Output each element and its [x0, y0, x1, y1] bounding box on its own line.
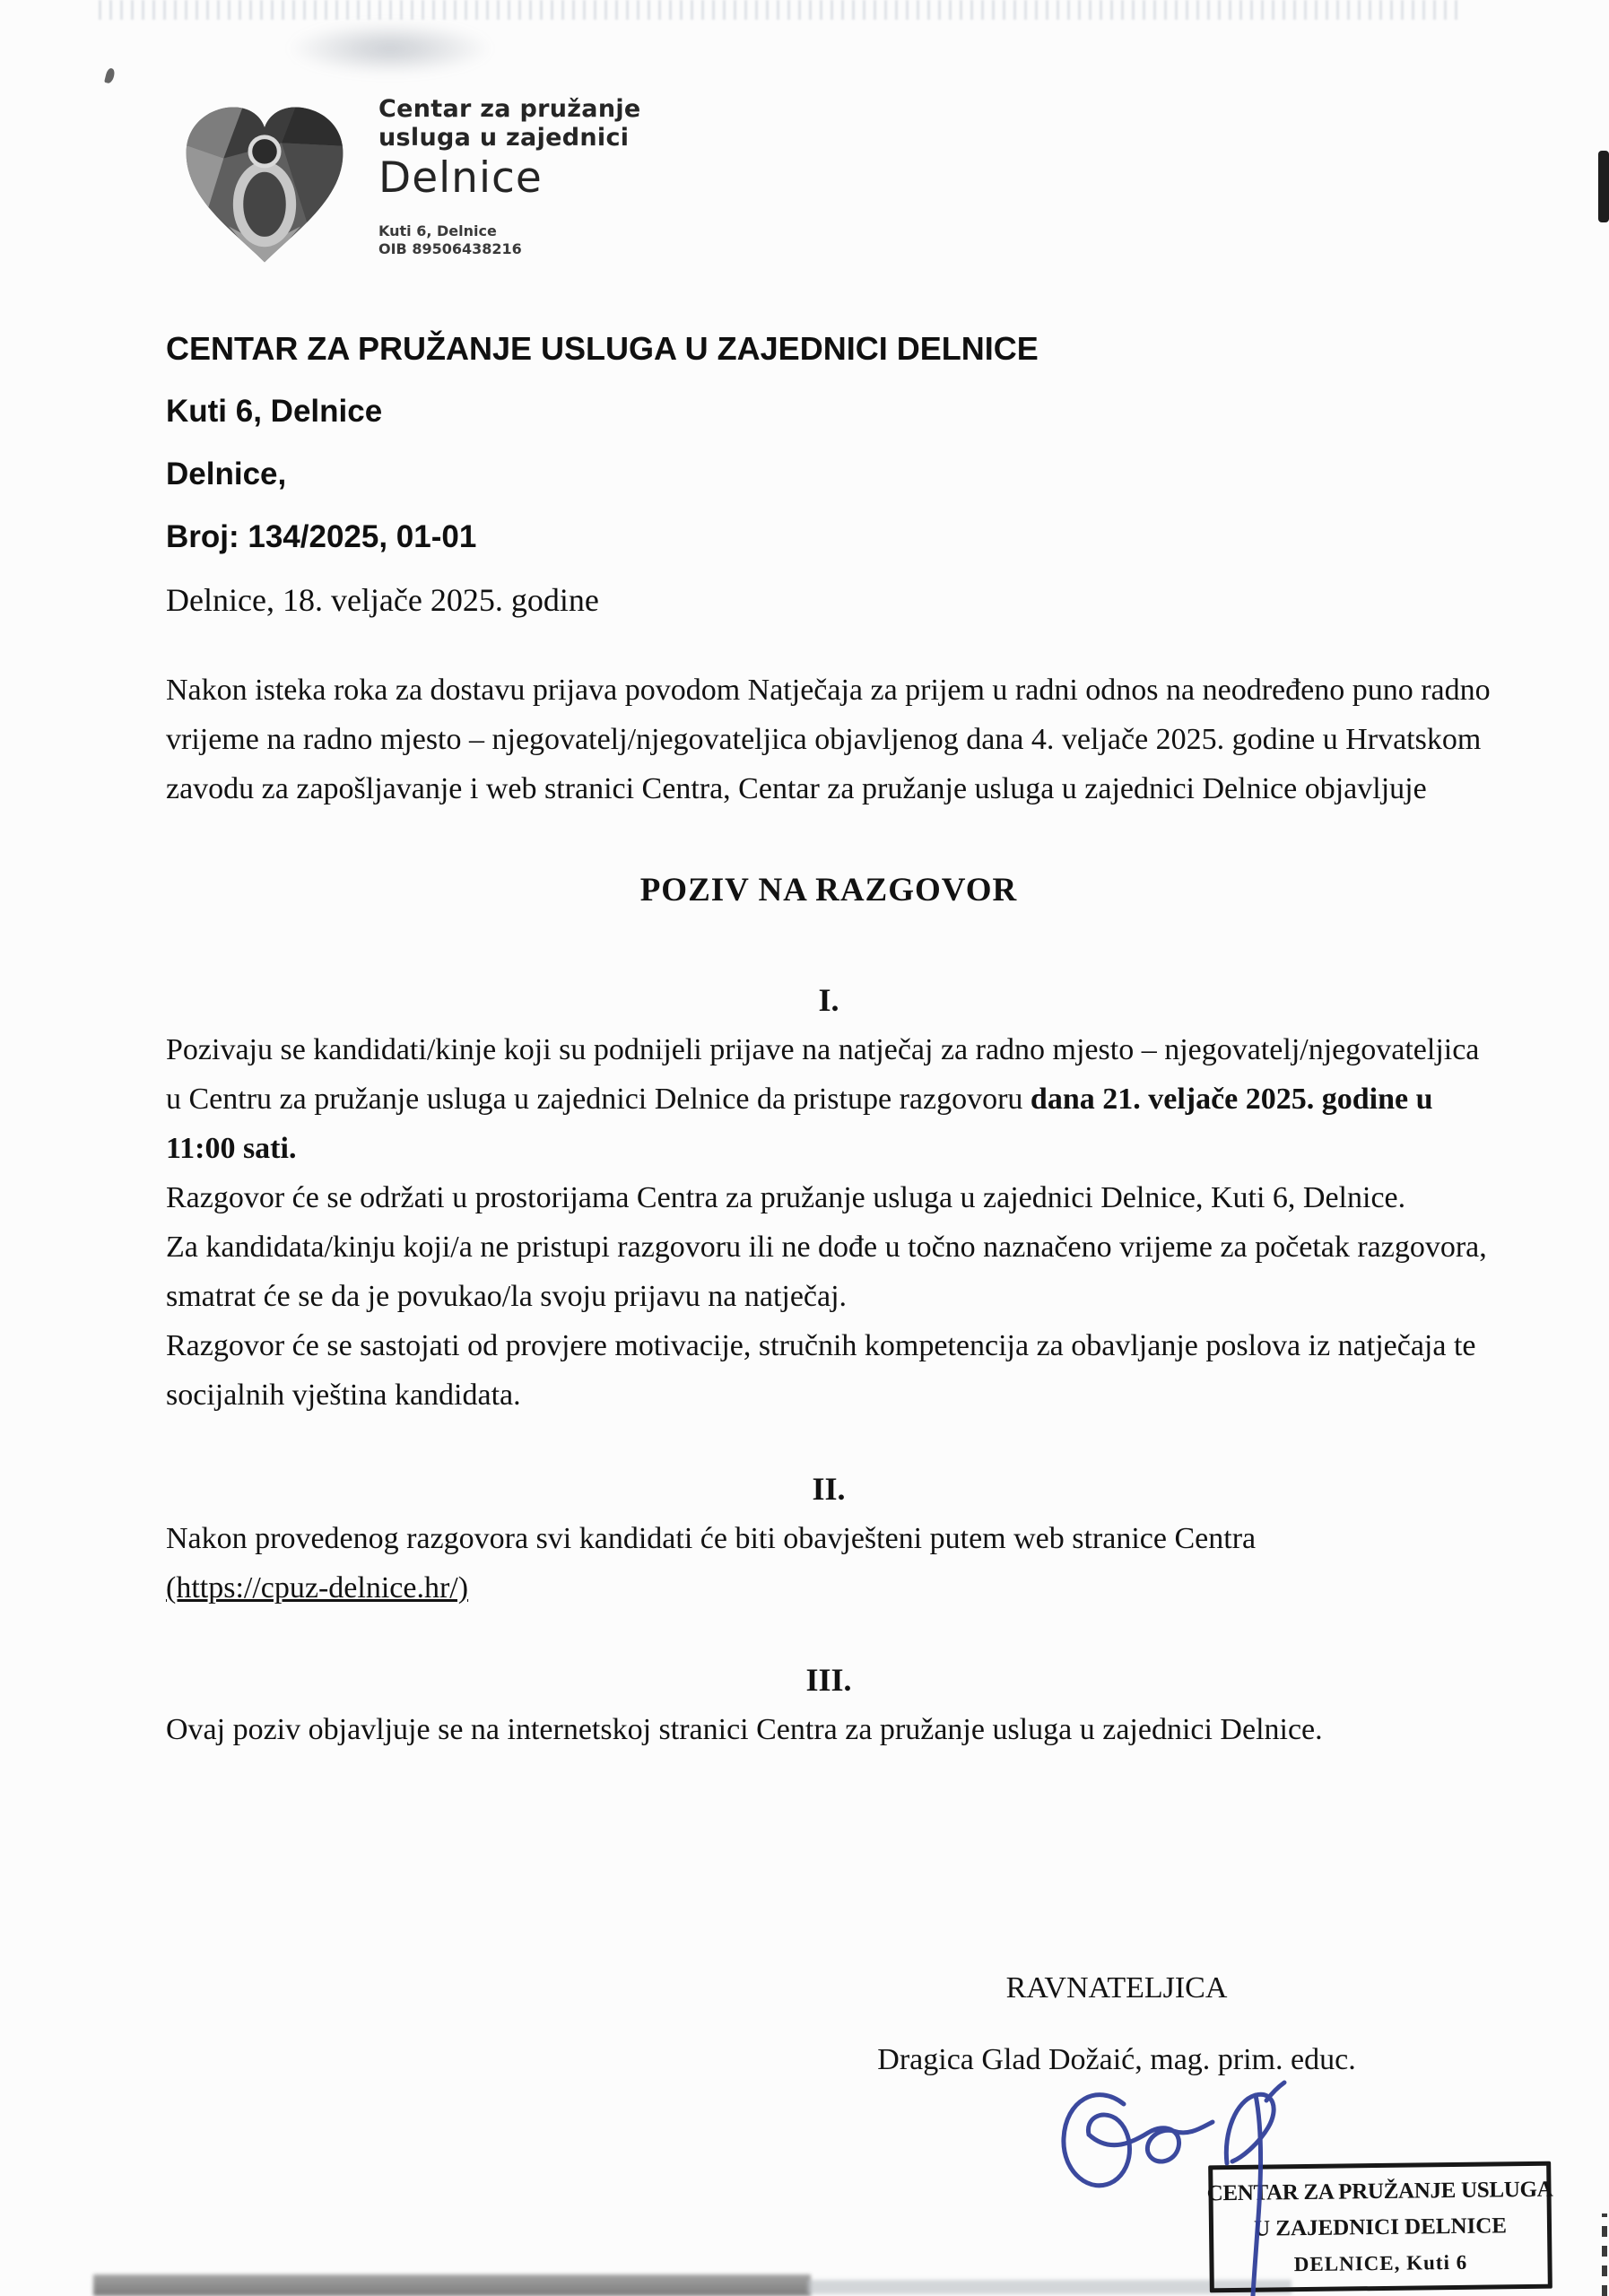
- document-body: [166, 665, 1492, 1754]
- logo-text-block: [378, 95, 641, 273]
- section-2-numeral: II.: [812, 1471, 846, 1507]
- scan-artifact-bottom-right: [1602, 2213, 1607, 2296]
- section-1-paragraph-3: Razgovor će se sastojati od provjere motivacije, stručnih kompetencija za obavljanje poslova iz natječaja te socijalnih vještina kandidata.: [166, 1329, 1476, 1412]
- signature-block: [857, 1970, 1377, 2079]
- section-3-numeral: III.: [805, 1662, 852, 1698]
- org-address: Kuti 6, Delnice: [166, 394, 383, 429]
- logo-city: Delnice: [378, 153, 543, 203]
- director-role: RAVNATELJICA: [1005, 1971, 1228, 2005]
- letterhead: [179, 95, 641, 273]
- scan-noise-top-edge: [99, 0, 1462, 20]
- scan-speck: [104, 67, 116, 84]
- stamp-line-1: CENTAR ZA PRUŽANJE USLUGA: [1206, 2177, 1553, 2205]
- stamp-line-2: U ZAJEDNICI DELNICE: [1253, 2213, 1508, 2241]
- doc-number: Broj: 134/2025, 01-01: [166, 519, 477, 554]
- notification-text: Nakon provedenog razgovora svi kandidati će biti obavješteni putem web stranice Centra: [166, 1522, 1257, 1555]
- section-2-paragraph: [166, 1514, 1492, 1613]
- stamp-line-3: DELNICE, Kuti 6: [1293, 2250, 1468, 2275]
- section-1-paragraph-2: Za kandidata/kinju koji/a ne pristupi razgovoru ili ne dođe u točno naznačeno vrijeme za početak razgovora, smatrat će se da je povukao/la svoju prijavu na natječaj.: [166, 1231, 1487, 1313]
- scan-smudge-top: [287, 22, 493, 75]
- org-city: Delnice,: [166, 457, 287, 491]
- invite-text: Pozivaju se kandidati/kinje koji su podnijeli prijave na natječaj za radno mjesto – njegovatelj/njegovateljica u Centru za pružanje usluga u zajednici Delnice da pristupe razgovoru: [166, 1033, 1480, 1116]
- intro-paragraph: Nakon isteka roka za dostavu prijava povodom Natječaja za prijem u radni odnos na neodređeno puno radno vrijeme na radno mjesto – njegovatelj/njegovateljica objavljenog dana 4. veljače 2025. godine u Hrvatskom zavodu za zapošljavanje i web stranici Centra, Centar za pružanje usluga u zajednici Delnice objavljuje: [166, 674, 1491, 805]
- heart-logo-icon: [179, 95, 350, 273]
- interview-location: Razgovor će se održati u prostorijama Centra za pružanje usluga u zajednici Delnice, Kuti 6, Delnice.: [166, 1181, 1406, 1214]
- website-link[interactable]: (https://cpuz-delnice.hr/): [166, 1571, 469, 1605]
- section-1-numeral: I.: [818, 982, 839, 1018]
- doc-date: Delnice, 18. veljače 2025. godine: [166, 582, 599, 618]
- doc-title: POZIV NA RAZGOVOR: [639, 872, 1018, 909]
- logo-oib: OIB 89506438216: [378, 240, 522, 257]
- director-name: Dragica Glad Dožaić, mag. prim. educ.: [877, 2043, 1356, 2076]
- document-header: [166, 332, 1039, 617]
- handwritten-signature-ink: [1048, 2075, 1317, 2296]
- section-1-paragraph-1: [166, 1025, 1492, 1222]
- section-3-paragraph: Ovaj poziv objavljuje se na internetskoj stranici Centra za pružanje usluga u zajednici Delnice.: [166, 1713, 1323, 1746]
- logo-name-line1: Centar za pružanje: [378, 95, 641, 123]
- logo-name-line2: usluga u zajednici: [378, 124, 630, 152]
- logo-address: Kuti 6, Delnice: [378, 222, 497, 239]
- scan-artifact-right-bar: [1598, 151, 1609, 222]
- interview-datetime: dana 21. veljače 2025. godine u 11:00 sati.: [166, 1083, 1433, 1165]
- org-name: CENTAR ZA PRUŽANJE USLUGA U ZAJEDNICI DELNICE: [166, 330, 1039, 367]
- scan-noise-bottom-dark: [93, 2274, 811, 2296]
